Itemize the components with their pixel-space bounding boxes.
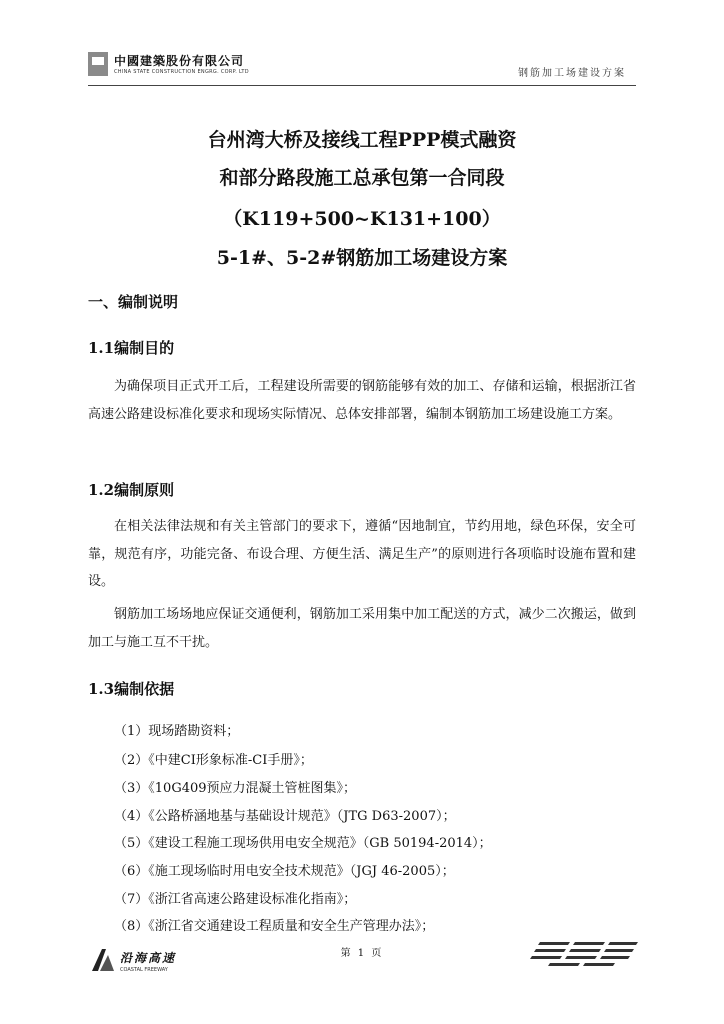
doc-title-line-2: 和部分路段施工总承包第一合同段: [219, 167, 505, 189]
section-1-1-heading: 1.1编制目的: [88, 339, 175, 357]
doc-title-line-3: （K119+500~K131+100）: [223, 208, 501, 230]
reference-item-7: （7）《浙江省高速公路建设标准化指南》；: [114, 892, 357, 907]
company-name-cn: 中國建築股份有限公司: [114, 54, 245, 68]
doc-title-line-4: 5-1#、5-2#钢筋加工场建设方案: [216, 247, 508, 269]
header-doc-title: 钢筋加工场建设方案: [518, 68, 626, 79]
section-1-1-paragraph: 为确保项目正式开工后，工程建设所需要的钢筋能够有效的加工、存储和运输，根据浙江省高速公路建设标准化要求和现场实际情况、总体安排部署，编制本钢筋加工场建设施工方案。: [88, 379, 636, 422]
page-number: 第 1 页: [340, 948, 384, 959]
section-1-2-heading: 1.2编制原则: [88, 481, 175, 499]
section-1-2-paragraph-1: 在相关法律法规和有关主管部门的要求下，遵循“因地制宜，节约用地，绿色环保，安全可靠，规范有序，功能完备、布设合理、方便生活、满足生产”的原则进行各项临时设施布置和建设。: [88, 519, 636, 589]
header-divider: [88, 85, 636, 86]
company-name-en: CHINA STATE CONSTRUCTION ENGRG. CORP. LTD: [114, 69, 249, 75]
cscec-logo-icon: [88, 52, 108, 76]
section-1-2-paragraph-2: 钢筋加工场场地应保证交通便利，钢筋加工采用集中加工配送的方式，减少二次搬运，做到加工与施工互不干扰。: [88, 607, 636, 650]
footer-logo-en: COASTAL FREEWAY: [120, 967, 168, 973]
section-1-3-heading: 1.3编制依据: [88, 680, 175, 698]
decorative-stripes-icon: [530, 940, 640, 970]
reference-item-3: （3）《10G409预应力混凝土管桩图集》；: [114, 781, 357, 796]
reference-item-5: （5）《建设工程施工现场供用电安全规范》（GB 50194-2014）；: [114, 836, 492, 851]
reference-item-6: （6）《施工现场临时用电安全技术规范》（JGJ 46-2005）；: [114, 864, 455, 879]
section-1-heading: 一、编制说明: [88, 293, 179, 311]
page-header: [88, 50, 636, 84]
reference-item-4: （4）《公路桥涵地基与基础设计规范》（JTG D63-2007）；: [114, 809, 456, 824]
footer-logo-cn: 沿海高速: [120, 951, 177, 965]
reference-item-8: （8）《浙江省交通建设工程质量和安全生产管理办法》；: [114, 919, 435, 934]
doc-title-line-1: 台州湾大桥及接线工程PPP模式融资: [207, 129, 517, 151]
reference-item-2: （2）《中建CI形象标准-CI手册》；: [114, 753, 313, 768]
reference-item-1: （1）现场踏勘资料；: [114, 724, 240, 739]
